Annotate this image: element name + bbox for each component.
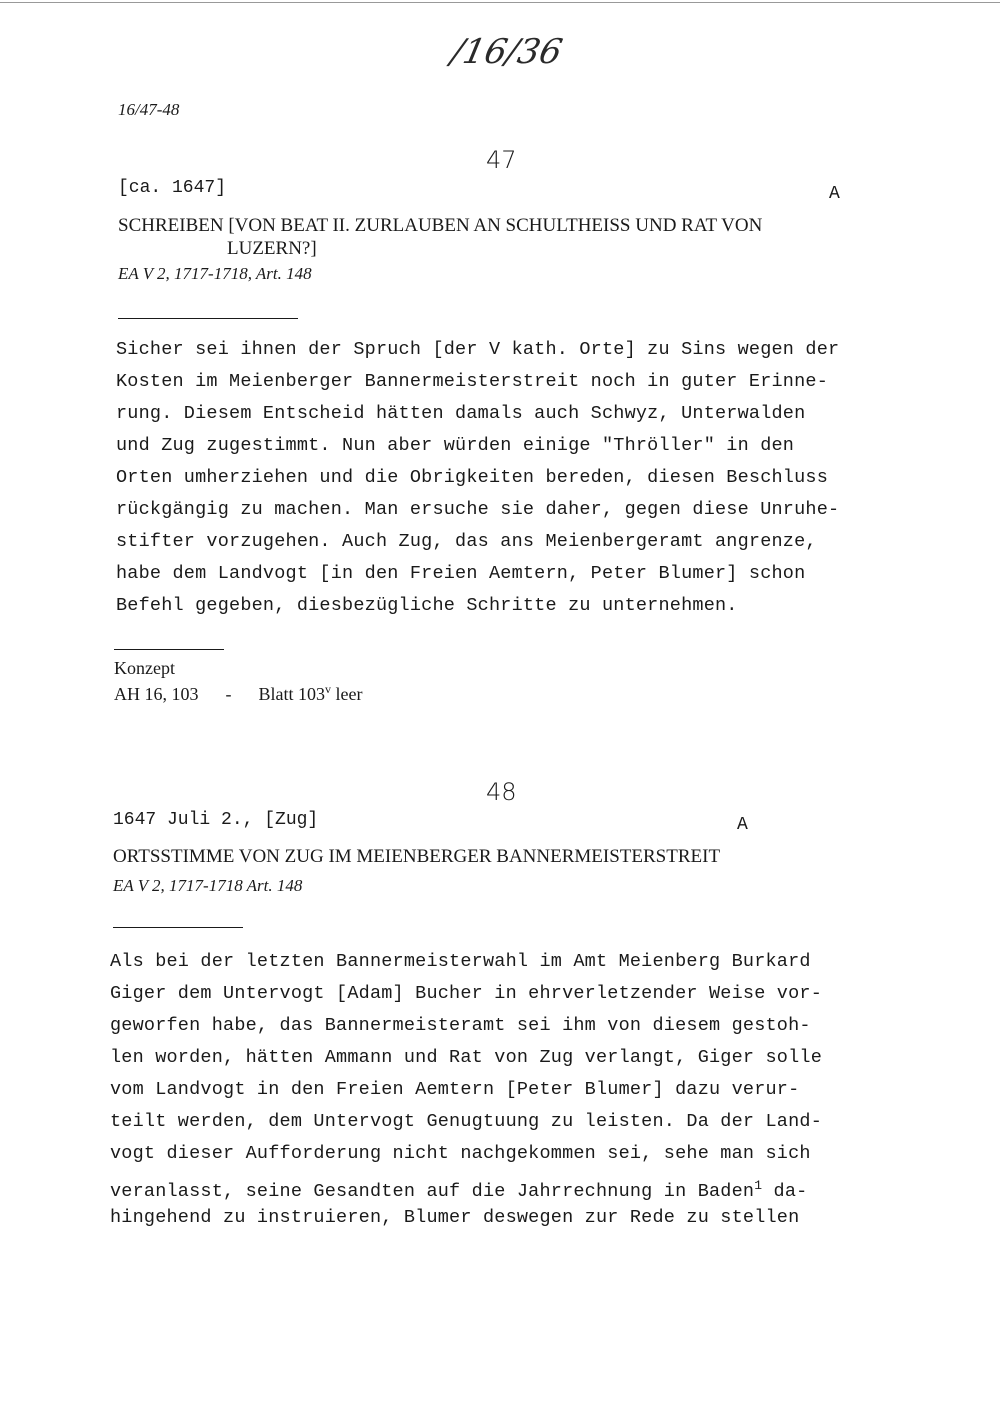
body-line: und Zug zugestimmt. Nun aber würden einige "Thröller" in den [116,435,795,456]
body-line: Giger dem Untervogt [Adam] Bucher in ehrverletzender Weise vor- [110,983,823,1004]
body-line-text: da- [762,1181,808,1203]
note-superscript: v [325,682,331,696]
body-line: rückgängig zu machen. Man ersuche sie daher, gegen diese Unruhe- [116,499,840,520]
body-line: vogt dieser Aufforderung nicht nachgekommen sei, sehe man sich [110,1143,811,1164]
page-reference: 16/47-48 [118,100,180,119]
document-body-47 [116,334,839,622]
document-number-48: 48 [486,778,517,806]
handwritten-folio-number: /16/36 [447,32,566,72]
body-line: Als bei der letzten Bannermeisterwahl im Amt Meienberg Burkard [110,951,811,972]
document-title: ORTSSTIMME VON ZUG IM MEIENBERGER BANNERMEISTERSTREIT [113,846,721,867]
body-line: stifter vorzugehen. Auch Zug, das ans Meienbergeramt angrenze, [116,531,817,552]
document-title-line2: LUZERN?] [227,238,317,259]
note-dash: - [225,684,232,704]
document-source: EA V 2, 1717-1718, Art. 148 [118,264,312,283]
body-line: Kosten im Meienberger Bannermeisterstreit noch in guter Erinne- [116,371,829,392]
body-line: len worden, hätten Ammann und Rat von Zug verlangt, Giger solle [110,1047,823,1068]
body-line: teilt werden, dem Untervogt Genugtuung zu leisten. Da der Land- [110,1111,823,1132]
note-divider [114,649,224,650]
scan-edge-line [0,2,1000,3]
body-line: rung. Diesem Entscheid hätten damals auch Schwyz, Unterwalden [116,403,806,424]
body-line [110,1170,822,1202]
body-line: vom Landvogt in den Freien Aemtern [Peter Blumer] dazu verur- [110,1079,800,1100]
document-body-48 [110,946,822,1234]
body-line: Orten umherziehen und die Obrigkeiten bereden, diesen Beschluss [116,467,829,488]
body-line: Sicher sei ihnen der Spruch [der V kath. Orte] zu Sins wegen der [116,339,840,360]
body-line: hingehend zu instruieren, Blumer deswegen zur Rede zu stellen [110,1207,800,1228]
section-divider [118,318,298,319]
body-line: Befehl gegeben, diesbezügliche Schritte zu unternehmen. [116,595,738,616]
document-date: 1647 Juli 2., [Zug] [113,810,319,830]
document-date: [ca. 1647] [118,178,227,198]
note-blatt: Blatt 103 [258,684,325,704]
document-source: EA V 2, 1717-1718 Art. 148 [113,876,303,895]
body-line: geworfen habe, das Bannermeisteramt sei ihm von diesem gestoh- [110,1015,811,1036]
footnote-marker: 1 [754,1178,763,1193]
note-archive-ref: AH 16, 103 [114,684,199,704]
document-title-line1: SCHREIBEN [VON BEAT II. ZURLAUBEN AN SCHULTHEISS UND RAT VON [118,215,763,236]
document-mark: A [829,184,840,204]
note-type: Konzept [114,658,175,678]
section-divider [113,927,243,928]
document-mark: A [737,815,748,835]
note-leer: leer [335,684,363,704]
body-line: habe dem Landvogt [in den Freien Aemtern, Peter Blumer] schon [116,563,806,584]
body-line-text: veranlasst, seine Gesandten auf die Jahrrechnung in Baden [110,1181,755,1203]
note-reference-line [114,682,362,705]
document-number-47: 47 [486,146,517,174]
